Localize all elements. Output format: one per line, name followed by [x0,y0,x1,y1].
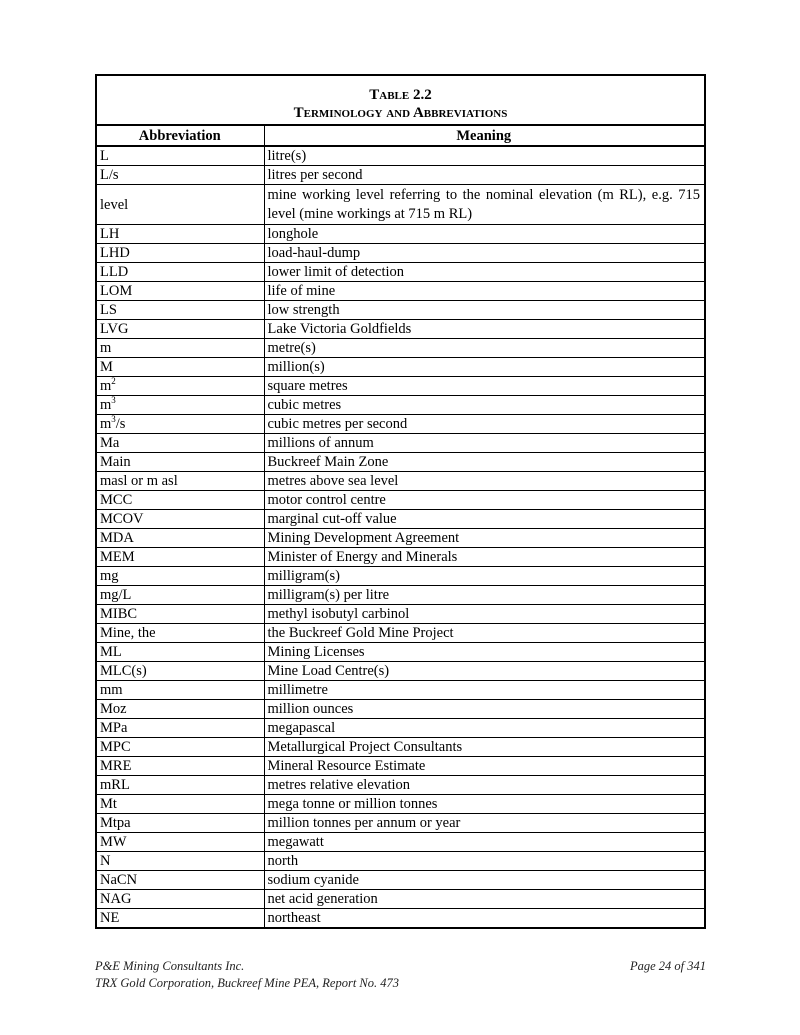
table-row [97,719,704,738]
meaning-cell: Mineral Resource Estimate [264,757,704,776]
abbreviation-cell: NaCN [97,871,264,890]
abbreviation-cell: level [97,185,264,225]
abbreviation-cell: LOM [97,282,264,301]
table-row [97,339,704,358]
table-row [97,146,704,166]
table-row [97,377,704,396]
table-row [97,909,704,928]
meaning-cell: load-haul-dump [264,244,704,263]
abbreviations-table [95,74,706,929]
table-row [97,185,704,225]
abbreviation-cell: m [97,339,264,358]
meaning-cell: millions of annum [264,434,704,453]
abbreviation-cell: Moz [97,700,264,719]
meaning-header: Meaning [264,126,704,146]
abbreviation-cell: Ma [97,434,264,453]
table-row [97,643,704,662]
table-row [97,624,704,643]
abbreviation-cell: MRE [97,757,264,776]
table-row [97,320,704,339]
meaning-cell: life of mine [264,282,704,301]
abbreviation-cell: MCOV [97,510,264,529]
abbreviation-cell: LLD [97,263,264,282]
abbreviation-cell: mg [97,567,264,586]
abbreviation-cell: Main [97,453,264,472]
meaning-cell: motor control centre [264,491,704,510]
meaning-cell: north [264,852,704,871]
abbreviation-cell: LVG [97,320,264,339]
abbreviation-cell: L/s [97,166,264,185]
meaning-cell: Mine Load Centre(s) [264,662,704,681]
table-header-row [97,126,704,146]
meaning-cell: sodium cyanide [264,871,704,890]
table-row [97,396,704,415]
table-row [97,529,704,548]
meaning-cell: Lake Victoria Goldfields [264,320,704,339]
table-row [97,472,704,491]
table-row [97,795,704,814]
meaning-cell: million(s) [264,358,704,377]
abbreviation-cell: MW [97,833,264,852]
meaning-cell: low strength [264,301,704,320]
meaning-cell: cubic metres [264,396,704,415]
terms-table [97,126,704,927]
table-title: Table 2.2 [369,87,432,103]
meaning-cell: cubic metres per second [264,415,704,434]
abbreviation-cell: $m^2$ [97,377,264,396]
abbreviation-cell: MPa [97,719,264,738]
meaning-cell: mine working level referring to the nominal elevation (m RL), e.g. 715 level (mine workings at 715 m RL) [264,185,704,225]
table-row [97,852,704,871]
abbreviation-cell: Mt [97,795,264,814]
abbreviation-cell: MPC [97,738,264,757]
table-row [97,814,704,833]
meaning-cell: megawatt [264,833,704,852]
table-row [97,605,704,624]
abbreviation-cell: NE [97,909,264,928]
meaning-cell: metres above sea level [264,472,704,491]
meaning-cell: milligram(s) [264,567,704,586]
abbreviation-cell: N [97,852,264,871]
abbreviation-cell: MIBC [97,605,264,624]
table-row [97,776,704,795]
meaning-cell: Buckreef Main Zone [264,453,704,472]
table-row [97,738,704,757]
meaning-cell: million tonnes per annum or year [264,814,704,833]
table-row [97,757,704,776]
meaning-cell: milligram(s) per litre [264,586,704,605]
page-footer [95,958,706,992]
table-row [97,358,704,377]
abbreviation-cell: mRL [97,776,264,795]
table-row [97,166,704,185]
meaning-cell: the Buckreef Gold Mine Project [264,624,704,643]
abbreviation-cell: Mtpa [97,814,264,833]
abbreviation-cell: LH [97,225,264,244]
table-row [97,244,704,263]
meaning-cell: net acid generation [264,890,704,909]
table-row [97,415,704,434]
meaning-cell: million ounces [264,700,704,719]
meaning-cell: mega tonne or million tonnes [264,795,704,814]
footer-company: P&E Mining Consultants Inc. [95,959,245,973]
abbreviation-cell: mm [97,681,264,700]
meaning-cell: Mining Licenses [264,643,704,662]
abbreviation-header: Abbreviation [97,126,264,146]
meaning-cell: northeast [264,909,704,928]
abbreviation-cell: M [97,358,264,377]
table-row [97,833,704,852]
abbreviation-cell: MDA [97,529,264,548]
meaning-cell: marginal cut-off value [264,510,704,529]
abbreviation-cell: $m^3/s$ [97,415,264,434]
page-number: Page 24 of 341 [629,959,706,973]
meaning-cell: square metres [264,377,704,396]
table-row [97,871,704,890]
table-row [97,453,704,472]
abbreviation-cell: masl or m asl [97,472,264,491]
meaning-cell: lower limit of detection [264,263,704,282]
table-title-block [97,76,704,126]
table-row [97,434,704,453]
abbreviation-cell: $m^3$ [97,396,264,415]
table-row [97,700,704,719]
abbreviation-cell: L [97,146,264,166]
abbreviation-cell: mg/L [97,586,264,605]
table-row [97,586,704,605]
abbreviation-cell: LHD [97,244,264,263]
meaning-cell: megapascal [264,719,704,738]
meaning-cell: metres relative elevation [264,776,704,795]
table-row [97,225,704,244]
table-row [97,282,704,301]
footer-report: TRX Gold Corporation, Buckreef Mine PEA, Report No. 473 [95,976,400,990]
meaning-cell: methyl isobutyl carbinol [264,605,704,624]
table-row [97,301,704,320]
meaning-cell: Minister of Energy and Minerals [264,548,704,567]
meaning-cell: Mining Development Agreement [264,529,704,548]
table-row [97,567,704,586]
table-row [97,263,704,282]
abbreviation-cell: NAG [97,890,264,909]
table-row [97,491,704,510]
table-row [97,681,704,700]
meaning-cell: litre(s) [264,146,704,166]
meaning-cell: metre(s) [264,339,704,358]
table-row [97,548,704,567]
abbreviation-cell: Mine, the [97,624,264,643]
abbreviation-cell: ML [97,643,264,662]
abbreviation-cell: LS [97,301,264,320]
meaning-cell: Metallurgical Project Consultants [264,738,704,757]
abbreviation-cell: MLC(s) [97,662,264,681]
table-row [97,662,704,681]
table-row [97,890,704,909]
table-subtitle: Terminology and Abbreviations [293,105,508,121]
meaning-cell: longhole [264,225,704,244]
table-row [97,510,704,529]
abbreviation-cell: MCC [97,491,264,510]
abbreviation-cell: MEM [97,548,264,567]
meaning-cell: millimetre [264,681,704,700]
meaning-cell: litres per second [264,166,704,185]
